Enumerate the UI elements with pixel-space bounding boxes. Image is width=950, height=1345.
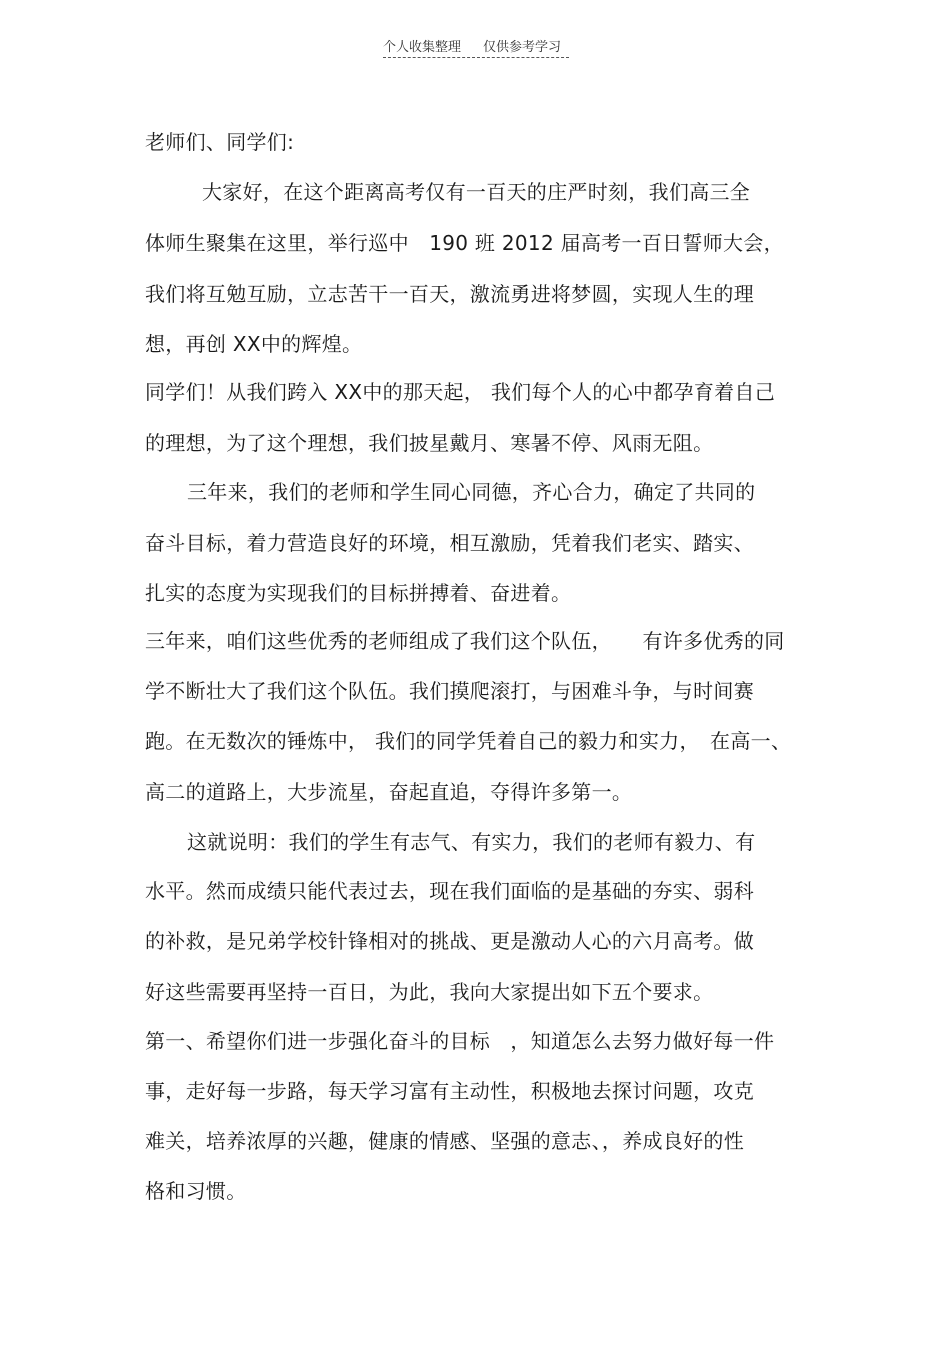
text-line: 事，走好每一步路，每天学习富有主动性，积极地去探讨问题，攻克 — [145, 1079, 754, 1103]
text-line: 高二的道路上，大步流星，奋起直追，夺得许多第一。 — [145, 780, 633, 804]
text-line: 难关，培养浓厚的兴趣，健康的情感、坚强的意志、，养成良好的性 — [145, 1129, 744, 1153]
text-line: 水平。然而成绩只能代表过去，现在我们面临的是基础的夯实、弱科 — [145, 879, 754, 903]
text-line: 同学们！从我们跨入 XX中的那天起， 我们每个人的心中都孕育着自己 — [145, 380, 776, 404]
text-line: 体师生聚集在这里，举行巡中 190 班 2012 届高考一百日誓师大会， — [145, 231, 784, 255]
text-line: 大家好，在这个距离高考仅有一百天的庄严时刻，我们高三全 — [202, 180, 751, 204]
text-line: 扎实的态度为实现我们的目标拼搏着、奋进着。 — [145, 581, 572, 605]
text-line: 的补救，是兄弟学校针锋相对的挑战、更是激动人心的六月高考。做 — [145, 929, 754, 953]
text-line: 三年来，咱们这些优秀的老师组成了我们这个队伍， 有许多优秀的同 — [145, 629, 785, 653]
text-line: 想，再创 XX中的辉煌。 — [145, 332, 363, 356]
text-line: 三年来，我们的老师和学生同心同德，齐心合力，确定了共同的 — [187, 480, 756, 504]
text-line: 跑。在无数次的锤炼中， 我们的同学凭着自己的毅力和实力， 在高一、 — [145, 729, 792, 753]
text-line: 奋斗目标，着力营造良好的环境，相互激励，凭着我们老实、踏实、 — [145, 531, 754, 555]
text-line: 这就说明：我们的学生有志气、有实力，我们的老师有毅力、有 — [187, 830, 756, 854]
text-line: 学不断壮大了我们这个队伍。我们摸爬滚打，与困难斗争，与时间赛 — [145, 679, 754, 703]
header-right-text: 仅供参考学习 — [483, 40, 562, 55]
text-line: 第一、希望你们进一步强化奋斗的目标 ，知道怎么去努力做好每一件 — [145, 1029, 775, 1053]
greeting-line: 老师们、同学们: — [145, 130, 295, 154]
text-line: 格和习惯。 — [145, 1179, 247, 1203]
text-line: 我们将互勉互励，立志苦干一百天，激流勇进将梦圆，实现人生的理 — [145, 282, 754, 306]
header-left-text: 个人收集整理 — [383, 40, 462, 55]
text-line: 的理想，为了这个理想，我们披星戴月、寒暑不停、风雨无阻。 — [145, 431, 714, 455]
text-line: 好这些需要再坚持一百日，为此，我向大家提出如下五个要求。 — [145, 980, 714, 1004]
